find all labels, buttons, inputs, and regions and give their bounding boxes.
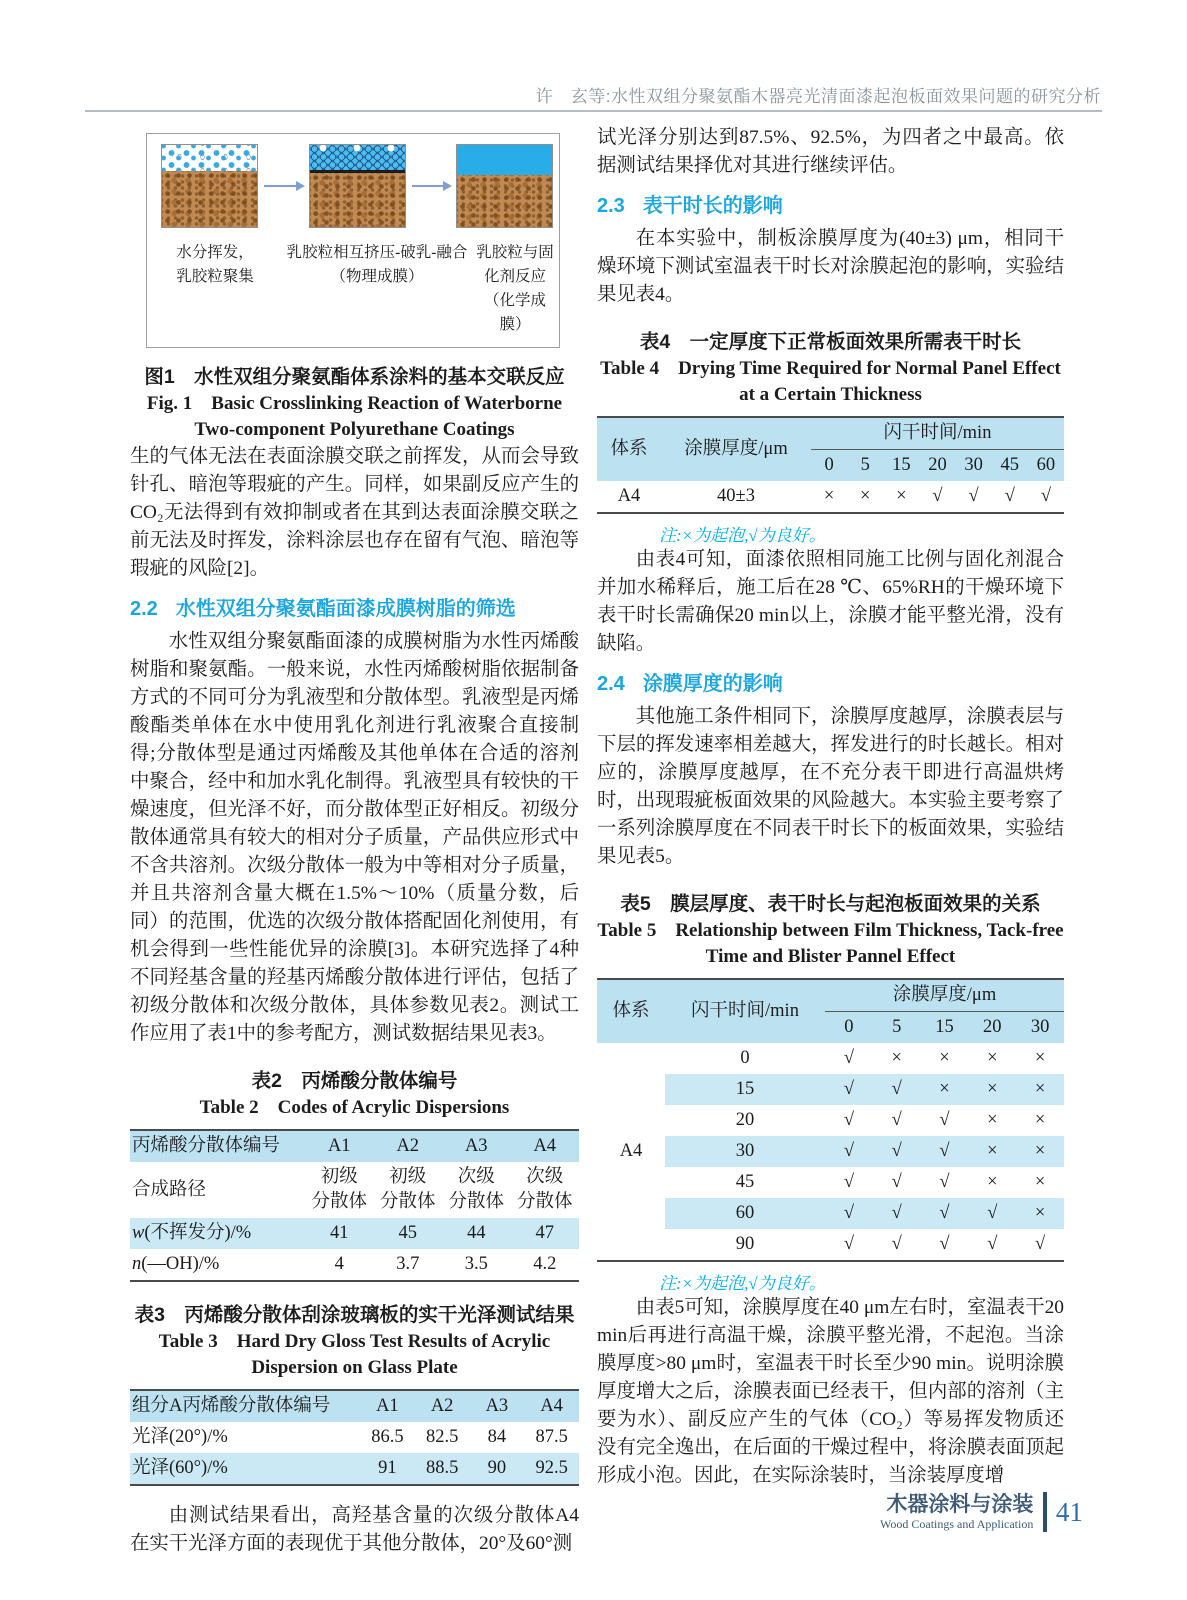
section-title: 水性双组分聚氨酯面漆成膜树脂的筛选 (175, 598, 516, 620)
good-mark: √ (1035, 1234, 1046, 1254)
blister-mark: × (968, 1074, 1016, 1105)
table-4-caption-en: Table 4 Drying Time Required for Normal Panel Effect at a Certain Thickness (600, 358, 1061, 405)
table-cell: 30 (956, 450, 992, 482)
blister-mark: × (859, 486, 871, 506)
blister-mark: × (1034, 1110, 1046, 1130)
table-row (597, 1136, 1064, 1167)
table-cell: A4 (524, 1390, 579, 1422)
table-4-caption-cn: 表4 一定厚度下正常板面效果所需表干时长 (639, 331, 1022, 353)
figure-1-caption-en (130, 391, 579, 443)
table-cell: A3 (470, 1390, 525, 1422)
arrow-right-icon (412, 185, 451, 187)
table-cell: A2 (374, 1130, 443, 1162)
table-cell: 60 (665, 1198, 825, 1229)
table-cell: 次级 分散体 (448, 1167, 504, 1212)
good-mark: √ (873, 1136, 921, 1167)
table-cell: 0 (825, 1012, 873, 1044)
table-cell: 45 (735, 1172, 755, 1192)
table-cell: 90 (470, 1453, 525, 1485)
table-cell: 5 (873, 1012, 921, 1044)
table-cell: 组分A丙烯酸分散体编号 (130, 1390, 360, 1422)
table-cell: 4.2 (533, 1254, 557, 1274)
table-cell: 30 (665, 1136, 825, 1167)
table-2 (130, 1129, 579, 1282)
table-4 (597, 416, 1064, 514)
table-row (597, 481, 1064, 513)
blister-mark: × (1034, 1048, 1046, 1068)
blister-mark: × (987, 1110, 998, 1130)
table-cell: 91 (360, 1453, 415, 1485)
table-row (130, 1249, 579, 1281)
table-cell: 84 (487, 1427, 507, 1447)
table-row (130, 1218, 579, 1249)
stage1-line1: 水分挥发， (176, 244, 254, 261)
section-number: 2.3 (597, 195, 625, 217)
body-paragraph: 试光泽分别达到87.5%、92.5%，为四者之中最高。依据测试结果择优对其进行继续评估。 (597, 127, 1064, 176)
figure-panel-chemical-film (456, 144, 553, 228)
table-row (130, 1390, 579, 1422)
good-mark: √ (843, 1234, 854, 1254)
table-cell: 光泽(60°)/% (130, 1453, 360, 1485)
body-paragraph: 水性双组分聚氨酯面漆的成膜树脂为水性丙烯酸树脂和聚氨酯。一般来说，水性丙烯酸树脂依据制备方式的不同可分为乳液型和分散体型。乳液型是丙烯酸酯类单体在水中使用乳化剂进行乳液聚合直接制得;分散体型是通过丙烯酸及其他单体在合适的溶剂中聚合，经中和加水乳化制得。乳液型具有较快的干燥速度，但光泽不好，而分散体型正好相反。初级分散体通常具有较大的相对分子质量，产品供应形式中不含共溶剂。次级分散体一般为中等相对分子质量，并且共溶剂含量大概在1.5%～10%（质量分数，后同）的范围，优选的次级分散体搭配固化剂使用，有机会得到一些性能优异的涂膜[3]。本研究选择了4种不同羟基含量的羟基丙烯酸分散体进行评估，包括了初级分散体和次级分散体，具体参数见表2。测试工作应用了表1中的参考配方，测试数据结果见表3。 (130, 631, 579, 1044)
table-cell: 次级 分散体 (516, 1167, 573, 1212)
table-cell: 闪干时间/min (811, 417, 1064, 450)
blister-mark: × (987, 1048, 998, 1068)
good-mark: √ (939, 1172, 950, 1192)
table-row (597, 1105, 1064, 1136)
good-mark: √ (873, 1198, 921, 1229)
body-paragraph: 由表4可知，面漆依照相同施工比例与固化剂混合并加水稀释后，施工后在28 ℃、65%RH的干燥环境下表干时长需确保20 min以上，涂膜才能平整光滑，没有缺陷。 (597, 549, 1064, 654)
table-cell: 30 (1016, 1012, 1064, 1044)
wood-substrate-icon (162, 171, 257, 227)
arrow-right-icon (264, 185, 303, 187)
section-number: 2.4 (597, 673, 625, 695)
stage1-line2: 乳胶粒聚集 (176, 268, 254, 285)
variable-symbol: n (132, 1254, 142, 1274)
good-mark: √ (843, 1048, 854, 1068)
good-mark: √ (921, 1136, 969, 1167)
table-cell: 15 (921, 1012, 969, 1044)
table-cell: 45 (992, 450, 1028, 482)
good-mark: √ (891, 1110, 902, 1130)
blister-mark: × (921, 1074, 969, 1105)
table-row (130, 1162, 579, 1218)
journal-name-en: Wood Coatings and Application (880, 1516, 1034, 1531)
table-row (597, 1198, 1064, 1229)
stage3-line1: 乳胶粒与固化剂反应 (476, 244, 554, 285)
good-mark: √ (891, 1172, 902, 1192)
stage2-label (279, 241, 475, 337)
table-cell: 体系 (597, 417, 661, 481)
good-mark: √ (1040, 486, 1051, 506)
table-cell (130, 1249, 305, 1281)
page-footer (880, 1492, 1083, 1532)
table-row (597, 1167, 1064, 1198)
body-paragraph: 生的气体无法在表面涂膜交联之前挥发，从而会导致针孔、暗泡等瑕疵的产生。同样，如果副反应产生的CO₂无法得到有效抑制或者在其到达表面涂膜交联之前无法及时挥发，涂料涂层也存在留有气泡、暗泡等瑕疵的风险[2]。 (130, 446, 579, 579)
table-cell: 92.5 (524, 1453, 579, 1485)
good-mark: √ (825, 1136, 873, 1167)
table-cell: 3.5 (464, 1254, 488, 1274)
figure-1-caption-en-text: Basic Crosslinking Reaction of Waterborne Two-component Polyurethane Coatings (194, 393, 563, 440)
latex-particles-dispersed-icon (162, 145, 257, 171)
table-cell: A1 (360, 1390, 415, 1422)
table-cell: 44 (442, 1218, 511, 1249)
table-cell: A4 (619, 1141, 643, 1161)
table-cell: 20 (735, 1110, 755, 1130)
table-3-caption-en: Table 3 Hard Dry Gloss Test Results of Acrylic Dispersion on Glass Plate (158, 1331, 551, 1378)
table-cell: 初级 分散体 (311, 1167, 367, 1212)
table-cell: 光泽(20°)/% (132, 1427, 228, 1447)
table-cell: 0 (740, 1048, 750, 1068)
table-cell: 40±3 (717, 486, 755, 506)
table-cell: A4 (617, 486, 641, 506)
table-cell: 60 (1028, 450, 1064, 482)
table-5 (597, 978, 1064, 1262)
row-label: (—OH)/% (141, 1254, 220, 1274)
good-mark: √ (968, 1198, 1016, 1229)
table-cell: 体系 (597, 979, 665, 1043)
table-cell: 15 (883, 450, 919, 482)
blister-mark: × (891, 1048, 902, 1068)
header-rule (85, 110, 1102, 112)
good-mark: √ (987, 1234, 998, 1254)
footer-divider (1043, 1492, 1047, 1532)
good-mark: √ (932, 486, 943, 506)
running-header: 许 玄等:水性双组分聚氨酯木器亮光清面漆起泡板面效果问题的研究分析 (535, 87, 1101, 106)
blister-mark: × (1034, 1172, 1046, 1192)
stage3-label (475, 241, 555, 337)
good-mark: √ (843, 1172, 854, 1192)
table-cell: A2 (415, 1390, 470, 1422)
table-cell: 88.5 (415, 1453, 470, 1485)
table-cell: 15 (665, 1074, 825, 1105)
section-heading-2-3 (597, 189, 1064, 218)
table-3 (130, 1389, 579, 1486)
table-5-caption-cn: 表5 膜层厚度、表干时长与起泡板面效果的关系 (620, 893, 1041, 915)
table-cell: 87.5 (535, 1427, 568, 1447)
body-paragraph: 其他施工条件相同下，涂膜厚度越厚，涂膜表层与下层的挥发速率相差越大，挥发进行的时长越长。相对应的，涂膜厚度越厚，在不充分表干即进行高温烘烤时，出现瑕疵板面效果的风险越大。本实验主要考察了一系列涂膜厚度在不同表干时长下的板面效果，实验结果见表5。 (597, 706, 1064, 867)
table-5-caption-en: Table 5 Relationship between Film Thickness, Tack-free Time and Blister Pannel Effect (597, 920, 1064, 967)
good-mark: √ (843, 1110, 854, 1130)
figure-panel-physical-film (309, 144, 406, 228)
table-4-note: 注:×为起泡,√为良好。 (659, 526, 826, 545)
figure-1-caption-en-label: Fig. 1 (146, 393, 193, 414)
table-row (597, 979, 1064, 1012)
table-row (597, 1074, 1064, 1105)
table-row (597, 417, 1064, 450)
blister-mark: × (1016, 1074, 1064, 1105)
table-row (130, 1453, 579, 1485)
figure-1 (146, 133, 560, 348)
row-label: (不挥发分)/% (144, 1223, 252, 1243)
latex-particles-packed-icon (310, 145, 405, 173)
table-cell (130, 1218, 305, 1249)
table-2-caption-cn: 表2 丙烯酸分散体编号 (251, 1070, 458, 1092)
section-heading-2-4 (597, 667, 1064, 696)
table-cell: A3 (442, 1130, 511, 1162)
wood-substrate-icon (310, 173, 405, 227)
good-mark: √ (891, 1234, 902, 1254)
table-cell: 合成路径 (132, 1179, 207, 1200)
blister-mark: × (823, 486, 835, 506)
page-number: 41 (1055, 1496, 1083, 1527)
figure-1-panels (151, 142, 555, 228)
table-2-caption-en: Table 2 Codes of Acrylic Dispersions (199, 1097, 510, 1118)
table-cell: A4 (511, 1130, 580, 1162)
table-cell: 涂膜厚度/μm (825, 979, 1064, 1012)
left-column (130, 124, 579, 1558)
stage3-line2: （化学成膜） (483, 292, 546, 333)
good-mark: √ (968, 486, 979, 506)
blister-mark: × (987, 1172, 998, 1192)
table-cell: 41 (305, 1218, 374, 1249)
blister-mark: × (1016, 1136, 1064, 1167)
table-cell: 90 (735, 1234, 755, 1254)
table-cell: 涂膜厚度/μm (661, 417, 811, 481)
blister-mark: × (968, 1136, 1016, 1167)
table-cell: 闪干时间/min (665, 979, 825, 1043)
blister-mark: × (1016, 1198, 1064, 1229)
good-mark: √ (939, 1234, 950, 1254)
body-paragraph: 由表5可知，涂膜厚度在40 μm左右时，室温表干20 min后再进行高温干燥，涂膜平整光滑，不起泡。当涂膜厚度>80 μm时，室温表干时长至少90 min。说明涂膜厚度增大之后，涂膜表面已经表干，但内部的溶剂（主要为水）、副反应产生的气体（CO₂）等易挥发物质还没有完全逸出，在后面的干燥过程中，将涂膜表面顶起形成小泡。因此，在实际涂装时，当涂装厚度增 (597, 1297, 1064, 1486)
table-5-note: 注:×为起泡,√为良好。 (659, 1274, 826, 1293)
body-paragraph: 在本实验中，制板涂膜厚度为(40±3) μm，相同干燥环境下测试室温表干时长对涂膜起泡的影响，实验结果见表4。 (597, 228, 1064, 305)
blister-mark: × (896, 486, 907, 506)
figure-1-labels (151, 241, 555, 337)
table-row (597, 1229, 1064, 1261)
stage2-line1: 乳胶粒相互挤压-破乳-融合 (286, 244, 468, 261)
table-cell: 20 (968, 1012, 1016, 1044)
variable-symbol: w (132, 1223, 145, 1243)
good-mark: √ (921, 1198, 969, 1229)
good-mark: √ (825, 1198, 873, 1229)
right-column (597, 124, 1064, 1490)
table-cell: 86.5 (371, 1427, 404, 1447)
journal-name-cn: 木器涂料与涂装 (886, 1492, 1034, 1516)
good-mark: √ (939, 1110, 950, 1130)
table-row (130, 1422, 579, 1453)
table-cell: 5 (847, 450, 883, 482)
cured-film-icon (457, 145, 552, 175)
wood-substrate-icon (457, 175, 552, 227)
figure-1-caption-cn: 图1 水性双组分聚氨酯体系涂料的基本交联反应 (144, 366, 565, 388)
table-cell: 47 (511, 1218, 580, 1249)
table-3-caption-cn: 表3 丙烯酸分散体刮涂玻璃板的实干光泽测试结果 (134, 1304, 575, 1326)
section-title: 涂膜厚度的影响 (642, 673, 783, 695)
table-row (597, 1043, 1064, 1074)
table-cell: 82.5 (425, 1427, 459, 1447)
table-cell: 丙烯酸分散体编号 (130, 1130, 305, 1162)
table-cell: 3.7 (396, 1254, 420, 1274)
stage2-line2: （物理成膜） (330, 268, 424, 285)
table-row (130, 1130, 579, 1162)
journal-name (880, 1493, 1033, 1532)
table-cell: 0 (811, 450, 847, 482)
section-heading-2-2 (130, 592, 579, 621)
good-mark: √ (873, 1074, 921, 1105)
figure-panel-water-evaporation (161, 144, 258, 228)
good-mark: √ (825, 1074, 873, 1105)
table-cell: 20 (919, 450, 955, 482)
table-cell: 初级 分散体 (379, 1167, 436, 1212)
section-number: 2.2 (130, 598, 158, 620)
blister-mark: × (939, 1048, 950, 1068)
table-cell: 4 (334, 1254, 344, 1274)
stage1-label (151, 241, 279, 337)
table-cell: 45 (374, 1218, 443, 1249)
body-paragraph: 由测试结果看出，高羟基含量的次级分散体A4在实干光泽方面的表现优于其他分散体，20°及60°测 (130, 1505, 579, 1554)
table-cell: A1 (305, 1130, 374, 1162)
section-title: 表干时长的影响 (642, 195, 783, 217)
good-mark: √ (1004, 486, 1015, 506)
